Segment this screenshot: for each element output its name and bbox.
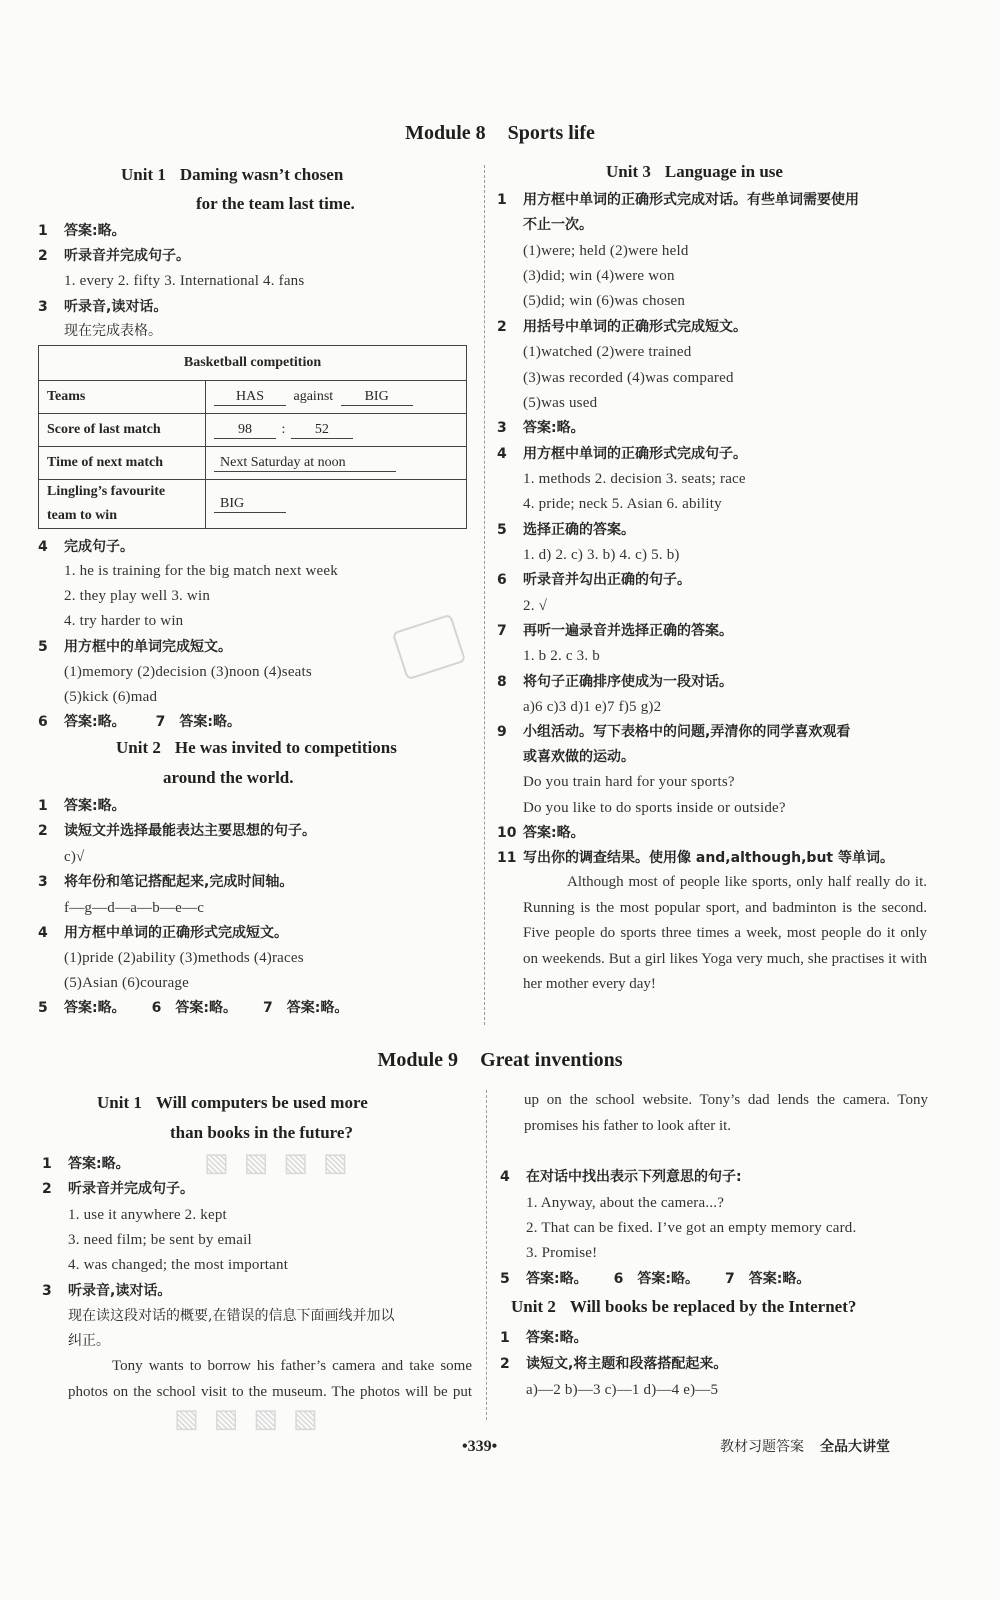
- m8u3-q2: [497, 318, 747, 336]
- module9-title: [0, 1049, 1000, 1072]
- teams-label: Teams: [39, 381, 206, 414]
- unit-title-text: Will computers be used more: [155, 1093, 368, 1112]
- q-number: 2: [497, 319, 507, 335]
- m8-unit2-title-2: around the world.: [163, 768, 294, 787]
- q-number: 7: [497, 623, 507, 639]
- fav-label-line1: Lingling’s favourite: [47, 484, 166, 499]
- m9u1-q3-sub2: 纠正。: [68, 1333, 110, 1349]
- unit-title-text: He was invited to competitions: [174, 738, 397, 757]
- q-number: 1: [42, 1156, 52, 1172]
- m8u3-q4-a1: 1. methods 2. decision 3. seats; race: [523, 471, 746, 487]
- m8u1-q4-a2: 2. they play well 3. win: [64, 588, 211, 604]
- unit-title-text: Will books be replaced by the Internet?: [569, 1297, 857, 1316]
- score-a: 98: [214, 422, 276, 439]
- m8u3-q11: [497, 849, 894, 867]
- m8u2-q1: [38, 797, 126, 815]
- m8u3-q7-answer: 1. b 2. c 3. b: [523, 648, 600, 664]
- q-number: 5: [38, 1000, 48, 1016]
- q-text: 用方框中的单词完成短文。: [64, 639, 232, 655]
- q-number: 9: [497, 724, 507, 740]
- m9-unit2-title: [511, 1297, 856, 1317]
- unit-title-text: Language in use: [664, 162, 783, 181]
- m8u2-q2-answer: c)√: [64, 849, 85, 865]
- table-row: [39, 381, 467, 414]
- score-b: 52: [291, 422, 353, 439]
- m9u1-q4-a3: 3. Promise!: [526, 1245, 598, 1261]
- q-text: 答案:略。: [526, 1330, 588, 1346]
- m8u3-q6: [497, 571, 691, 589]
- module8-title: [0, 122, 1000, 145]
- q-number: 6: [497, 572, 507, 588]
- basketball-table: [38, 345, 467, 529]
- q-text: 将年份和笔记搭配起来,完成时间轴。: [64, 874, 294, 890]
- m8u3-q2-a1: (1)watched (2)were trained: [523, 344, 692, 360]
- q-number: 3: [38, 874, 48, 890]
- q-text: 答案:略。: [637, 1271, 699, 1287]
- q-number: 1: [497, 192, 507, 208]
- q-number: 2: [38, 248, 48, 264]
- m8u3-q3: [497, 419, 585, 437]
- q-text: 听录音并完成句子。: [68, 1181, 194, 1197]
- q-text: 答案:略。: [64, 223, 126, 239]
- m8-unit2-title-1: [116, 738, 397, 758]
- unit-label: Unit 1: [121, 165, 166, 184]
- q-text: 在对话中找出表示下列意思的句子:: [526, 1169, 742, 1185]
- module-name: Great inventions: [480, 1049, 623, 1071]
- q-text: 听录音,读对话。: [68, 1283, 172, 1299]
- q-text: 读短文并选择最能表达主要思想的句子。: [64, 823, 316, 839]
- m8u3-q1: [497, 191, 859, 209]
- q-text: 答案:略。: [64, 798, 126, 814]
- module-number: Module 8: [405, 122, 486, 144]
- m8u3-q8: [497, 673, 733, 691]
- fav-label: [39, 480, 206, 529]
- q-number: 1: [38, 798, 48, 814]
- table-header: Basketball competition: [39, 346, 467, 381]
- q-number: 6: [151, 1000, 162, 1016]
- m8-unit1-title-2: for the team last time.: [196, 194, 355, 213]
- q-number: 4: [38, 539, 48, 555]
- unit-label: Unit 1: [97, 1093, 142, 1112]
- q-text: 答案:略。: [64, 714, 126, 730]
- m8u3-q5-answer: 1. d) 2. c) 3. b) 4. c) 5. b): [523, 547, 680, 563]
- m9u1-paragraph-part1: [68, 1354, 472, 1406]
- m9-unit1-title-1: [97, 1093, 368, 1113]
- m9u1-q2-a2: 3. need film; be sent by email: [68, 1232, 252, 1248]
- m8u1-q4-a1: 1. he is training for the big match next week: [64, 563, 338, 579]
- q-text: 答案:略。: [286, 1000, 349, 1016]
- q-number: 1: [38, 223, 48, 239]
- q-number: 8: [497, 674, 507, 690]
- q-number: 3: [38, 299, 48, 315]
- q-text: 再听一遍录音并选择正确的答案。: [523, 623, 733, 639]
- q-number: 7: [724, 1271, 735, 1287]
- watermark-icon: ▧ ▧ ▧ ▧: [204, 1148, 351, 1178]
- brand-name: 全品大讲堂: [820, 1439, 890, 1455]
- m8-unit1-title-1: [121, 165, 343, 185]
- m8u1-q3-sub: 现在完成表格。: [64, 323, 162, 339]
- m8u1-q1: [38, 222, 126, 240]
- page-number: •339•: [462, 1438, 498, 1455]
- m8u3-q9-cont: 或喜欢做的运动。: [523, 749, 635, 765]
- q-number: 6: [38, 714, 48, 730]
- q-number: 3: [497, 420, 507, 436]
- book-name: 教材习题答案: [720, 1439, 804, 1455]
- module-number: Module 9: [377, 1049, 459, 1071]
- m8u1-q5-a1: (1)memory (2)decision (3)noon (4)seats: [64, 664, 312, 680]
- table-row: [39, 480, 467, 529]
- q-text: 听录音并勾出正确的句子。: [523, 572, 691, 588]
- m8u3-q7: [497, 622, 733, 640]
- m8u3-q9: [497, 723, 850, 741]
- q-number: 2: [42, 1181, 52, 1197]
- q-text: 小组活动。写下表格中的问题,弄清你的同学喜欢观看: [523, 724, 851, 740]
- paragraph-text: Tony wants to borrow his father’s camera and take some photos on the school visit to the museum. The photos will be put: [68, 1358, 472, 1400]
- unit-title-text: Daming wasn’t chosen: [179, 165, 344, 184]
- paragraph-text-continued: up on the school website. Tony’s dad lends the camera. Tony promises his father to look after it.: [524, 1092, 928, 1134]
- m8u3-q10: [497, 824, 585, 842]
- m9u2-q2: [500, 1355, 727, 1373]
- m8u3-q4-a2: 4. pride; neck 5. Asian 6. ability: [523, 496, 722, 512]
- q-text: 写出你的调查结果。使用像 and,although,but 等单词。: [523, 850, 894, 866]
- m8u1-q2: [38, 247, 190, 265]
- module-name: Sports life: [507, 122, 595, 144]
- m8u2-q4: [38, 924, 288, 942]
- score-label: Score of last match: [39, 414, 206, 447]
- m8u3-q1-cont: 不止一次。: [523, 217, 593, 233]
- q-text: 完成句子。: [64, 539, 134, 555]
- m8u2-q2: [38, 822, 316, 840]
- m8u3-q11-paragraph: Although most of people like sports, only half really do it. Running is the most popular sport, and badminton is the second. Five people do sports three times a week, most people do it only on weekends. But a girl likes Yoga very much, she practises it with her mother every day!: [523, 874, 927, 993]
- m8u1-q4: [38, 538, 134, 556]
- q-number: 4: [497, 446, 507, 462]
- q-text: 答案:略。: [523, 420, 585, 436]
- team-a: HAS: [214, 389, 286, 406]
- q-text: 用括号中单词的正确形式完成短文。: [523, 319, 747, 335]
- m8u3-q1-a1: (1)were; held (2)were held: [523, 243, 689, 259]
- m8u1-q5-a2: (5)kick (6)mad: [64, 689, 158, 705]
- m8u2-q5-q7: [38, 999, 348, 1017]
- q-text: 答案:略。: [523, 825, 585, 841]
- q-text: 用方框中单词的正确形式完成短文。: [64, 925, 288, 941]
- unit-label: Unit 3: [606, 162, 651, 181]
- m9u1-q5-q7: [500, 1270, 810, 1288]
- m8u1-q6-q7: [38, 713, 241, 731]
- q-text: 答案:略。: [179, 714, 241, 730]
- m9-unit1-title-2: than books in the future?: [170, 1123, 353, 1142]
- q-number: 5: [38, 639, 48, 655]
- teams-value: [206, 381, 467, 414]
- column-divider: [484, 165, 485, 1025]
- q-number: 11: [497, 850, 517, 866]
- m8u3-q1-a2: (3)did; win (4)were won: [523, 268, 675, 284]
- fav-value: BIG: [214, 496, 286, 513]
- unit-label: Unit 2: [116, 738, 161, 757]
- q-text: 用方框中单词的正确形式完成对话。有些单词需要使用: [523, 192, 859, 208]
- q-text: 选择正确的答案。: [523, 522, 635, 538]
- m8u3-q5: [497, 521, 635, 539]
- q-number: 2: [500, 1356, 510, 1372]
- fav-value-cell: [206, 480, 467, 529]
- m8u2-q4-a1: (1)pride (2)ability (3)methods (4)races: [64, 950, 304, 966]
- q-text: 答案:略。: [748, 1271, 811, 1287]
- m8u3-q2-a3: (5)was used: [523, 395, 598, 411]
- q-number: 5: [500, 1271, 510, 1287]
- q-number: 4: [38, 925, 48, 941]
- m8u3-q6-answer: 2. √: [523, 598, 548, 614]
- m9u2-q2-answer: a)—2 b)—3 c)—1 d)—4 e)—5: [526, 1382, 719, 1398]
- m9u1-q4-a2: 2. That can be fixed. I’ve got an empty memory card.: [526, 1220, 857, 1236]
- time-label: Time of next match: [39, 447, 206, 480]
- table-row: [39, 414, 467, 447]
- q-text: 读短文,将主题和段落搭配起来。: [526, 1356, 728, 1372]
- m8u3-q9-a1: Do you train hard for your sports?: [523, 774, 735, 790]
- m8u3-q4: [497, 445, 747, 463]
- fav-label-line2: team to win: [47, 508, 117, 523]
- m9u1-q4-a1: 1. Anyway, about the camera...?: [526, 1195, 725, 1211]
- m8u3-q2-a2: (3)was recorded (4)was compared: [523, 370, 734, 386]
- q-number: 1: [500, 1330, 510, 1346]
- q-number: 2: [38, 823, 48, 839]
- m8-unit3-title: [606, 162, 783, 182]
- m9u1-q3: [42, 1282, 171, 1300]
- q-text: 答案:略。: [526, 1271, 588, 1287]
- score-value: [206, 414, 467, 447]
- q-text: 答案:略。: [68, 1156, 130, 1172]
- q-number: 7: [262, 1000, 273, 1016]
- unit-label: Unit 2: [511, 1297, 556, 1316]
- m8u3-q9-a2: Do you like to do sports inside or outside?: [523, 800, 786, 816]
- m8u2-q3-answer: f—g—d—a—b—e—c: [64, 900, 205, 916]
- m8u1-q2-answer: 1. every 2. fifty 3. International 4. fans: [64, 273, 305, 289]
- q-text: 用方框中单词的正确形式完成句子。: [523, 446, 747, 462]
- q-number: 7: [155, 714, 166, 730]
- q-text: 答案:略。: [64, 1000, 126, 1016]
- m8u1-q5: [38, 638, 232, 656]
- table-row: [39, 447, 467, 480]
- time-value: Next Saturday at noon: [214, 455, 396, 472]
- q-text: 将句子正确排序使成为一段对话。: [523, 674, 733, 690]
- q-number: 3: [42, 1283, 52, 1299]
- m8u2-q4-a2: (5)Asian (6)courage: [64, 975, 189, 991]
- m8u3-q1-a3: (5)did; win (6)was chosen: [523, 293, 686, 309]
- m9u1-q2-a3: 4. was changed; the most important: [68, 1257, 289, 1273]
- m9u1-q4: [500, 1168, 742, 1186]
- team-b: BIG: [341, 389, 413, 406]
- score-colon: :: [281, 421, 286, 437]
- q-number: 5: [497, 522, 507, 538]
- m8u1-q4-a3: 4. try harder to win: [64, 613, 184, 629]
- time-value-cell: [206, 447, 467, 480]
- m9u2-q1: [500, 1329, 588, 1347]
- against-word: against: [293, 388, 334, 404]
- m9u1-q1: [42, 1155, 130, 1173]
- m9u1-q2: [42, 1180, 194, 1198]
- q-text: 答案:略。: [175, 1000, 237, 1016]
- m9u1-paragraph-part2: [524, 1088, 928, 1166]
- column-divider: [486, 1090, 487, 1420]
- m8u3-q8-answer: a)6 c)3 d)1 e)7 f)5 g)2: [523, 699, 662, 715]
- footer-text: [720, 1436, 890, 1456]
- watermark-icon: ▧ ▧ ▧ ▧: [174, 1404, 321, 1434]
- q-number: 4: [500, 1169, 510, 1185]
- m9u1-q2-a1: 1. use it anywhere 2. kept: [68, 1207, 227, 1223]
- q-number: 10: [497, 825, 517, 841]
- watermark-stamp-icon: [392, 614, 466, 681]
- q-text: 听录音并完成句子。: [64, 248, 190, 264]
- q-number: 6: [613, 1271, 624, 1287]
- m8u1-q3: [38, 298, 167, 316]
- m8u2-q3: [38, 873, 293, 891]
- q-text: 听录音,读对话。: [64, 299, 168, 315]
- m9u1-q3-sub: 现在读这段对话的概要,在错误的信息下面画线并加以: [68, 1308, 395, 1324]
